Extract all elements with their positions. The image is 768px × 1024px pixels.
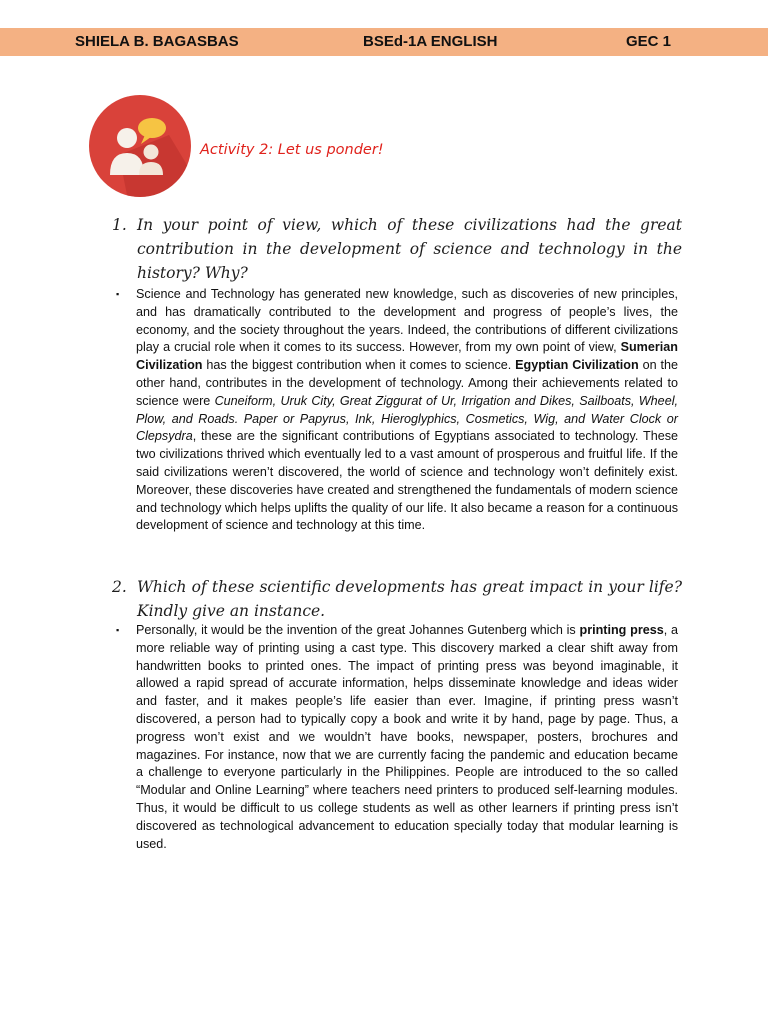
question-number: 2. xyxy=(112,578,127,596)
answer-1 xyxy=(116,286,678,535)
people-chat-icon xyxy=(89,95,191,197)
question-text: Which of these scientific developments has great impact in your life? Kindly give an instance. xyxy=(137,578,682,620)
bullet-icon: ▪ xyxy=(116,289,120,299)
question-2 xyxy=(112,575,682,623)
question-text: In your point of view, which of these civilizations had the great contribution in the development of science and technology in the history? Why? xyxy=(137,216,682,282)
question-number: 1. xyxy=(112,216,127,234)
course-section: BSEd-1A ENGLISH xyxy=(363,33,498,50)
student-name: SHIELA B. BAGASBAS xyxy=(75,33,239,50)
bold-term: printing press xyxy=(579,623,664,637)
answer-text: Science and Technology has generated new knowledge, such as discoveries of new principles, and has dramatically contributed to the development and progress of people’s lives, the economy, and the society throughout the years. Indeed, the contributions of different civilizations play a crucial role when it comes to its success. However, from my own point of view, Sumerian Civilization has the biggest contribution when it comes to science. Egyptian Civilization on the other hand, contributes in the development of technology. Among their achievements related to science were Cuneiform, Uruk City, Great Ziggurat of Ur, Irrigation and Dikes, Sailboats, Wheel, Plow, and Roads. Paper or Papyrus, Ink, Hieroglyphics, Cosmetics, Wig, and Water Clock or Clepsydra, these are the significant contributions of Egyptians associated to technology. These two civilizations thrived which eventually led to a vast amount of prosperous and fruitful life. If the said civilizations weren’t discovered, the world of science and technology won’t definitely exist. Moreover, these discoveries have created and strengthened the fundamentals of modern science and technology which helps uplifts the quality of our life. It also became a reason for a continuous development of science and technology at this time. xyxy=(136,287,678,533)
bold-term: Egyptian Civilization xyxy=(515,358,639,373)
bullet-icon: ▪ xyxy=(116,625,120,635)
activity-title: Activity 2: Let us ponder! xyxy=(200,142,384,158)
italic-list: Cuneiform, Uruk City, Great Ziggurat of Ur, Irrigation and Dikes, Sailboats, Wheel, Plow, and Roads. Paper or Papyrus, Ink, Hieroglyphics, Cosmetics, Wig, and Water Clock or Clepsydra xyxy=(136,393,678,444)
subject-code: GEC 1 xyxy=(626,33,672,50)
answer-text: Personally, it would be the invention of the great Johannes Gutenberg which is printing press, a more reliable way of printing using a cast type. This discovery marked a clear shift away from handwritten books to printed ones. The impact of printing press was beyond imaginable, it allowed a rapid spread of accurate information, helps disseminate knowledge and ideas wider and faster, and it makes people’s life easier than ever. Imagine, if printing press wasn’t discovered, a person had to typically copy a book and write it by hand, page by page. Thus, a progress won’t exist and we wouldn’t have books, newspaper, posters, brochures and magazines. For instance, now that we are currently facing the pandemic and education became a challenge to everyone particularly in the Philippines. People are introduced to the so called “Modular and Online Learning” where teachers need printers to produced self-learning modules. Thus, it would be difficult to us college students as well as other learners if printing press isn’t discovered as technological advancement to education specially today that modular learning is used. xyxy=(136,623,678,851)
header-bar xyxy=(0,28,768,56)
question-1 xyxy=(112,213,682,285)
bold-term: Sumerian Civilization xyxy=(136,340,678,373)
answer-2 xyxy=(116,622,678,853)
